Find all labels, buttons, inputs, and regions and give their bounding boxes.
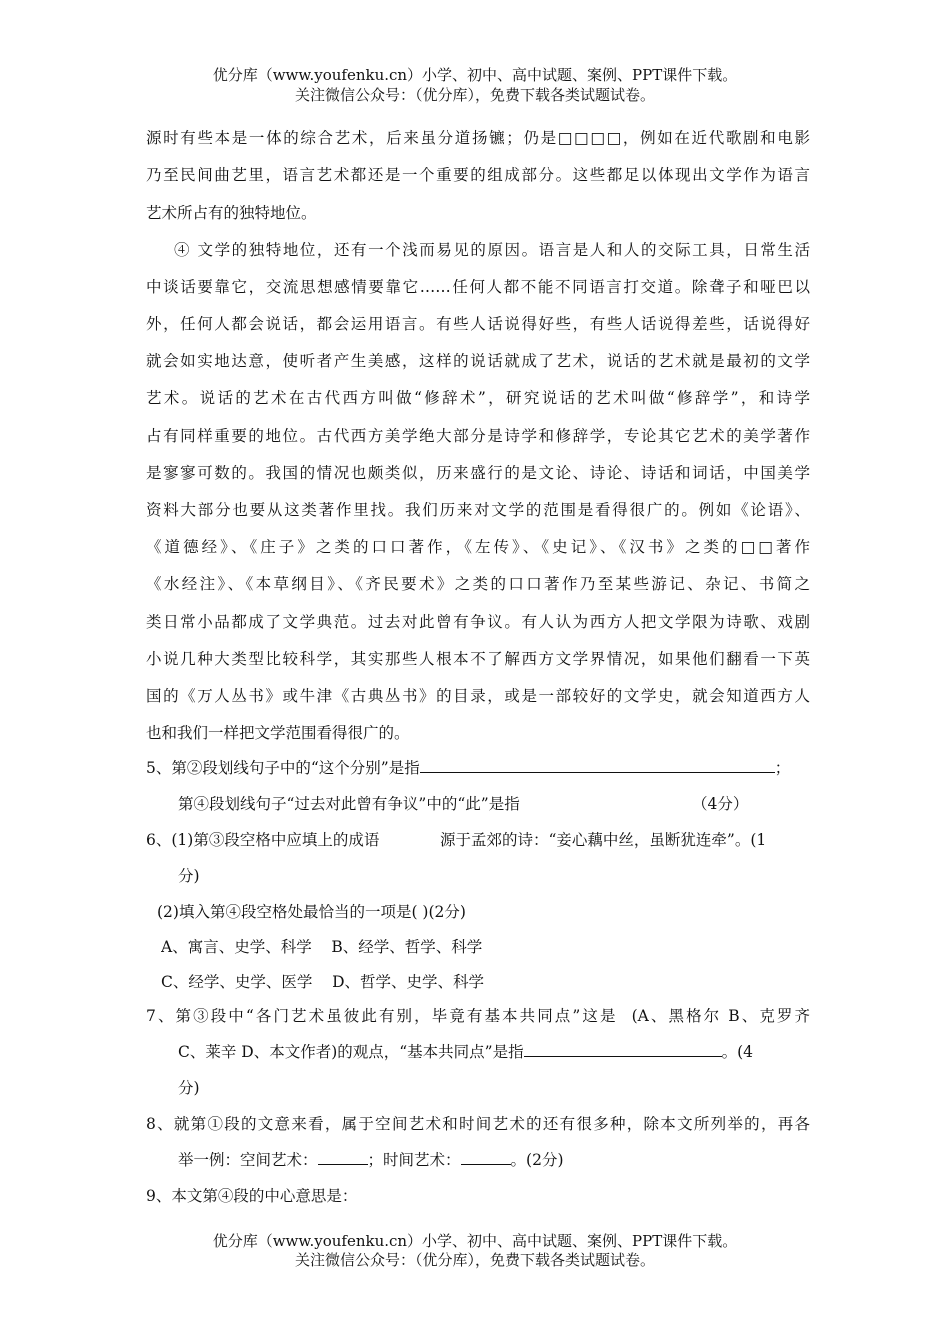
question-6-prompt: 6、(1)第③段空格中应填上的成语 [146,831,380,849]
paragraph-line: 《水经注》、《本草纲目》、《齐民要术》之类的口口著作乃至某些游记、杂记、书简之 [146,575,810,593]
paragraph-line: 外，任何人都会说话，都会运用语言。有些人话说得好些，有些人话说得差些，话说得好 [146,315,810,333]
page-footer-line-1: 优分库（www.youfenku.cn）小学、初中、高中试题、案例、PPT课件下载。 [212,1232,738,1250]
question-7-line-2 [178,1040,818,1062]
paragraph-line: 艺术。说话的艺术在古代西方叫做“修辞术”，研究说话的艺术叫做“修辞学”，和诗学 [146,389,810,407]
answer-blank[interactable] [524,1055,722,1057]
paragraph-line: 是寥寥可数的。我国的情况也颇类似，历来盛行的是文论、诗论、诗话和词话，中国美学 [146,464,810,482]
question-5-line-1 [146,756,826,778]
paragraph-line: 资料大部分也要从这类著作里找。我们历来对文学的范围是看得很广的。例如《论语》、 [146,501,810,519]
question-8-prompt-time: ；时间艺术： [367,1151,461,1169]
paragraph-line: 小说几种大类型比较科学，其实那些人根本不了解西方文学界情况，如果他们翻看一下英 [146,650,810,668]
question-6-line-1 [146,828,826,850]
question-8-end: 。(2分) [510,1151,564,1169]
paragraph-line: 就会如实地达意，使听者产生美感，这样的说话就成了艺术，说话的艺术就是最初的文学 [146,352,810,370]
question-8-line-2 [178,1148,778,1170]
question-6-options-ab: A、寓言、史学、科学 B、经学、哲学、科学 [161,938,483,956]
question-8-line-1: 8、就第①段的文意来看，属于空间艺术和时间艺术的还有很多种，除本文所列举的，再各 [146,1115,810,1133]
question-7-line-1: 7、第③段中“各门艺术虽彼此有别，毕竟有基本共同点”这是 (A、黑格尔 B、克罗齐 [146,1007,810,1025]
question-7-prompt: C、莱辛 D、本文作者)的观点，“基本共同点”是指 [178,1043,524,1061]
page-footer-line-2: 关注微信公众号：（优分库），免费下载各类试题试卷。 [294,1251,655,1269]
paragraph-line: 源时有些本是一体的综合艺术，后来虽分道扬镳；仍是□□□□，例如在近代歌剧和电影 [146,129,810,147]
question-5-prompt: 5、第②段划线句子中的“这个分别”是指 [146,759,420,777]
question-8-prompt-space: 举一例：空间艺术： [178,1151,318,1169]
question-5-score: （4分） [692,795,749,813]
paragraph-line: 占有同样重要的地位。古代西方美学绝大部分是诗学和修辞学，专论其它艺术的美学著作 [146,427,810,445]
question-6-source: 源于孟郊的诗：“妾心藕中丝，虽断犹连牵”。(1 [440,831,767,849]
answer-blank[interactable] [461,1163,511,1165]
question-5-sub-prompt: 第④段划线句子“过去对此曾有争议”中的“此”是指 [178,795,520,813]
paragraph-line: 《道德经》、《庄子》之类的口口著作，《左传》、《史记》、《汉书》之类的□□著作 [146,538,810,556]
question-5-line-2 [178,792,778,814]
question-6-options-cd: C、经学、史学、医学 D、哲学、史学、科学 [161,973,484,991]
answer-blank[interactable] [420,771,775,773]
question-6-part-2: (2)填入第④段空格处最恰当的一项是( )(2分) [157,903,466,921]
paragraph-line: 中谈话要靠它，交流思想感情要靠它……任何人都不能不同语言打交道。除聋子和哑巴以 [146,278,810,296]
paragraph-line: 乃至民间曲艺里，语言艺术都还是一个重要的组成部分。这些都足以体现出文学作为语言 [146,166,810,184]
paragraph-line: ④ 文学的独特地位，还有一个浅而易见的原因。语言是人和人的交际工具，日常生活 [174,241,810,259]
paragraph-line: 艺术所占有的独特地位。 [146,204,317,222]
question-7-end: 。(4 [721,1043,754,1061]
answer-blank[interactable] [318,1163,368,1165]
question-9: 9、本文第④段的中心意思是： [146,1187,358,1205]
paragraph-line: 国的《万人丛书》或牛津《古典丛书》的目录，或是一部较好的文学史，就会知道西方人 [146,687,810,705]
question-5-end: ； [774,759,791,777]
paragraph-line: 类日常小品都成了文学典范。过去对此曾有争议。有人认为西方人把文学限为诗歌、戏剧 [146,613,810,631]
question-6-line-2: 分) [178,867,200,885]
question-7-line-3: 分) [178,1079,200,1097]
page-header-line-2: 关注微信公众号：（优分库），免费下载各类试题试卷。 [294,86,655,104]
paragraph-line: 也和我们一样把文学范围看得很广的。 [146,724,410,742]
page-header-line-1: 优分库（www.youfenku.cn）小学、初中、高中试题、案例、PPT课件下载。 [212,66,738,84]
